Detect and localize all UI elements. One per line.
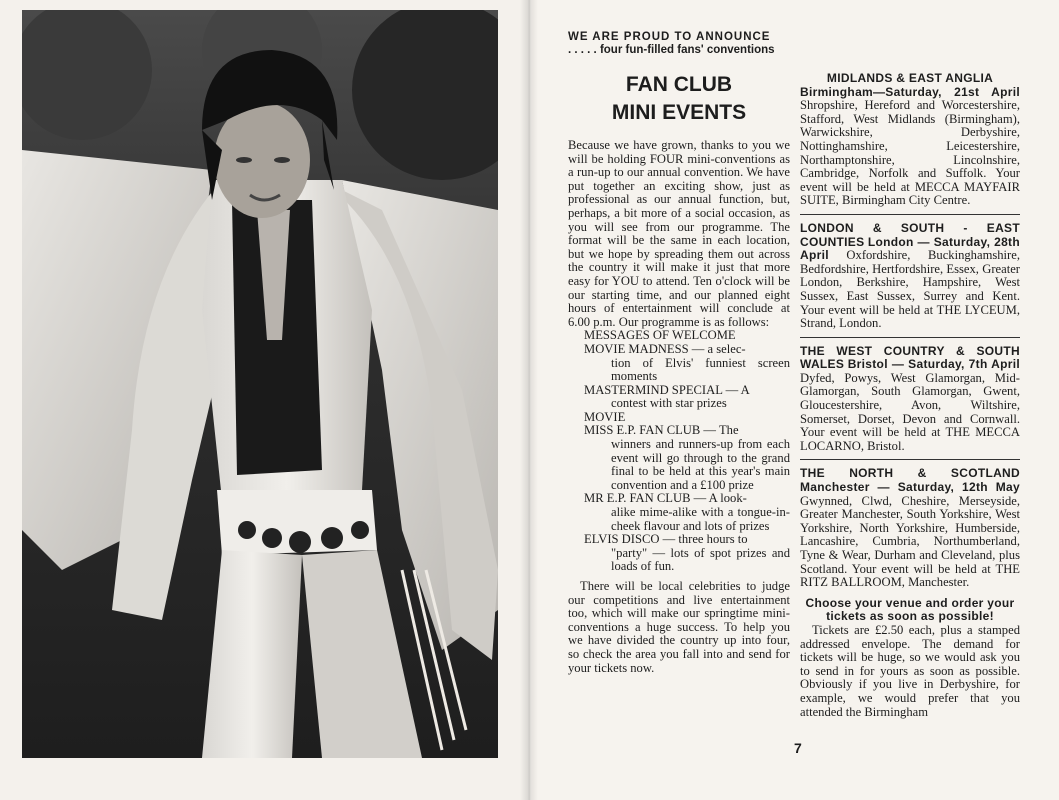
programme-list — [568, 329, 790, 574]
region-block — [800, 222, 1020, 331]
programme-item — [568, 424, 790, 492]
programme-item — [568, 533, 790, 574]
programme-item — [568, 329, 790, 343]
region-date: Bristol — Saturday, 7th April — [847, 357, 1020, 372]
programme-item-title: MASTERMIND SPECIAL — A — [584, 382, 750, 397]
order-paragraph: Tickets are £2.50 each, plus a stamped addressed envelope. The demand for tickets will be huge, so we would ask you to send in for yours as soon as possible. Obviously if you live in Derbyshire, for example, we would prefer that you attended the Birmingham — [800, 622, 1020, 719]
ticket-order-block — [800, 597, 1020, 719]
intro-paragraph: Because we have grown, thanks to you we will be holding FOUR mini-conventions as a run-up to our annual convention. We have put together an exciting show, just as professional as our annual function, but, perhaps, a bit more of a social occasion, as you will see from our programme. The format will be the same in each location, but we hope by spreading them out across the country it will make it just that more easy for YOU to attend. Ten o'clock will be our starting time, and our planned eight hours of entertainment will conclude at 6.00 p.m. Our programme is as follows: — [568, 138, 790, 329]
programme-item — [568, 343, 790, 384]
region-counties: Oxfordshire, Buckinghamshire, Bedfordshire, Hertfordshire, Essex, Greater London, Berkshire, Hampshire, West Sussex, East Sussex, Surrey and Kent. Your event will be held at THE LYCEUM, Strand, London. — [800, 248, 1020, 331]
page-number: 7 — [794, 740, 802, 756]
article-column-1 — [568, 30, 790, 675]
left-page — [0, 0, 528, 800]
divider — [800, 214, 1020, 215]
programme-item-title: MOVIE MADNESS — a selec- — [584, 341, 746, 356]
region-block — [800, 72, 1020, 208]
programme-item-title: MOVIE — [584, 409, 626, 424]
region-title: MIDLANDS & EAST ANGLIA — [826, 71, 994, 85]
announce-line: WE ARE PROUD TO ANNOUNCE — [568, 31, 771, 43]
region-title: THE WEST COUNTRY & SOUTH WALES — [800, 343, 1020, 372]
programme-item-detail: winners and runners-up from each event will go through to the grand final to be held at this year's main convention and a £100 prize — [611, 437, 790, 492]
closing-paragraph: There will be local celebrities to judge our competitions and live entertainment too, which will make our springtime mini-conventions a huge success. To help you we have divided the country up into four, so check the area you fall into and send for your tickets now. — [568, 579, 790, 675]
region-title: LONDON & SOUTH - EAST COUNTIES — [800, 220, 1020, 249]
article-column-2 — [800, 26, 1020, 719]
programme-item-detail: tion of Elvis' funniest screen moments — [611, 355, 790, 384]
region-block — [800, 345, 1020, 454]
region-date: Birmingham—Saturday, 21st April — [800, 84, 1020, 99]
programme-item-title: MESSAGES OF WELCOME — [584, 328, 736, 343]
region-counties: Shropshire, Hereford and Worcestershire, Stafford, West Midlands (Birmingham), Warwickshire, Derbyshire, Nottinghamshire, Leicestershire, Northamptonshire, Lincolnshire, Cambridge, Norfolk and Suffolk. Your event will be held at MECCA MAYFAIR SUITE, Birmingham City Centre. — [800, 98, 1020, 208]
article-headline — [568, 71, 790, 127]
region-counties: Dyfed, Powys, West Glamorgan, Mid-Glamorgan, South Glamorgan, Gwent, Gloucestershire, Avon, Wiltshire, Somerset, Dorset, Devon and Cornwall. Your event will be held at THE MECCA LOCARNO, Bristol. — [800, 370, 1020, 453]
programme-item-title: MISS E.P. FAN CLUB — The — [584, 423, 739, 438]
region-title: THE NORTH & SCOTLAND — [800, 466, 1020, 481]
performer-photo — [22, 10, 498, 758]
page-gutter — [520, 0, 538, 800]
region-block — [800, 467, 1020, 589]
region-counties: Gwynned, Clwd, Cheshire, Merseyside, Greater Manchester, South Yorkshire, West Yorkshire, North Yorkshire, Humberside, Lancashire, Cumbria, Northumberland, Tyne & Wear, Durham and Cleveland, plus Scotland. Your event will be held at THE RITZ BALLROOM, Manchester. — [800, 493, 1020, 590]
announce-subline: . . . . . four fun-filled fans' conventions — [568, 44, 775, 56]
headline-line-1: FAN CLUB — [625, 73, 733, 96]
divider — [800, 459, 1020, 460]
programme-item — [568, 411, 790, 425]
programme-item-title: MR E.P. FAN CLUB — A look- — [584, 491, 747, 506]
programme-item-detail: "party" — lots of spot prizes and loads of fun. — [611, 545, 790, 574]
headline-line-2: MINI EVENTS — [611, 101, 747, 124]
region-date: London — Saturday, 28th April — [800, 234, 1020, 263]
programme-item — [568, 384, 790, 411]
programme-item-title: ELVIS DISCO — three hours to — [584, 532, 748, 547]
programme-item-detail: contest with star prizes — [611, 396, 727, 411]
programme-item-detail: alike mime-alike with a tongue-in-cheek flavour and lots of prizes — [611, 505, 790, 533]
order-headline: Choose your venue and order your tickets as soon as possible! — [805, 595, 1015, 624]
region-date: Manchester — Saturday, 12th May — [800, 480, 1020, 495]
divider — [800, 337, 1020, 338]
programme-item — [568, 492, 790, 533]
